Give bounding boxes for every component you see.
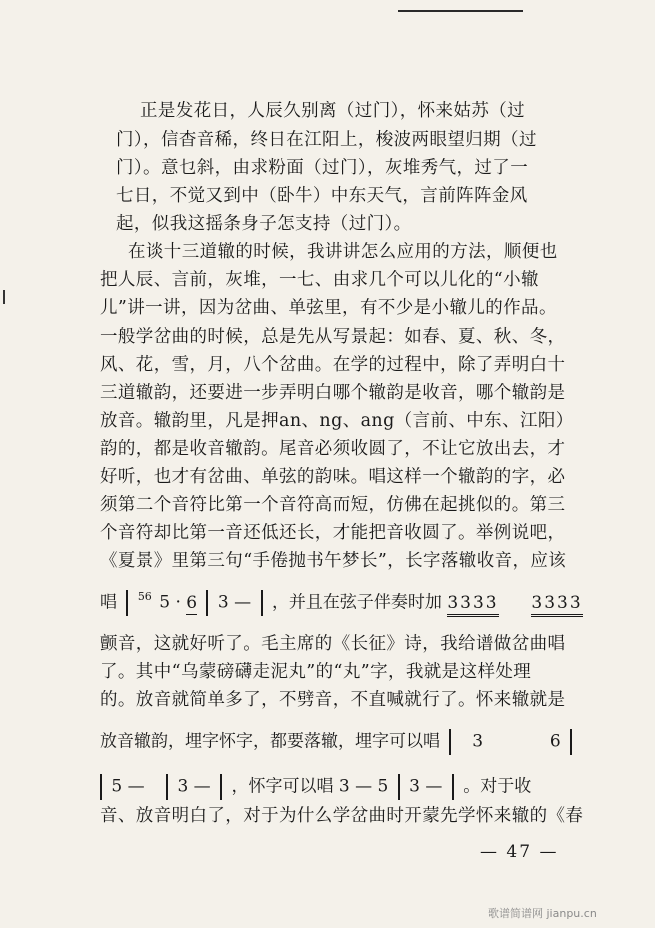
prose-line: 把人辰、言前，灰堆，一七、由求几个可以儿化的“小辙 bbox=[100, 270, 539, 290]
prose-line: 放音。辙韵里，凡是押an、ng、ang（言前、中东、江阳） bbox=[100, 411, 574, 431]
scan-edge-mark bbox=[3, 290, 5, 304]
notation-lead: 唱 bbox=[100, 592, 117, 613]
poem-line: 七日，不觉又到中（卧牛）中东天气，言前阵阵金风 bbox=[116, 186, 528, 206]
prose-line: 《夏景》里第三句“手倦抛书午梦长”，长字落辙收音，应该 bbox=[100, 551, 567, 571]
notation-text: 。对于收 bbox=[463, 776, 532, 797]
prose-line: 音、放音明白了，对于为什么学岔曲时开蒙先学怀来辙的《春 bbox=[100, 806, 584, 826]
bar-line bbox=[126, 590, 128, 616]
tremolo-notes: 3333 bbox=[447, 593, 498, 617]
bar-line bbox=[398, 774, 400, 800]
notation-text: ，并且在弦子伴奏时加 bbox=[271, 592, 442, 613]
tremolo-notes: 3333 bbox=[531, 593, 582, 617]
prose-line: 颤音，这就好听了。毛主席的《长征》诗，我给谱做岔曲唱 bbox=[100, 634, 566, 654]
prose-line: 韵的，都是收音辙韵。尾音必须收圆了，不让它放出去，才 bbox=[100, 439, 566, 459]
poem-line: 门）。意乜斜，由求粉面（过门），灰堆秀气，过了一 bbox=[116, 158, 529, 178]
notation-text: 放音辙韵，埋字怀字，都要落辙，埋字可以唱 bbox=[100, 731, 440, 752]
bar-line bbox=[261, 590, 263, 616]
prose-line: 风、花，雪，月，八个岔曲。在学的过程中，除了弄明白十 bbox=[100, 355, 566, 375]
note: 3 — bbox=[177, 776, 211, 797]
page-number: — 47 — bbox=[480, 842, 559, 862]
notation-text: ，怀字可以唱 3 — 5 bbox=[231, 776, 389, 797]
bar-line bbox=[452, 774, 454, 800]
prose-line: 了。其中“乌蒙磅礴走泥丸”的“丸”字，我就是这样处理 bbox=[100, 662, 532, 682]
note: 5 — bbox=[111, 776, 145, 797]
notation-line-1 bbox=[100, 590, 600, 617]
prose-line: 三道辙韵，还要进一步弄明白哪个辙韵是收音，哪个辙韵是 bbox=[100, 383, 566, 403]
poem-line: 门），信杳音稀，终日在江阳上，梭波两眼望归期（过 bbox=[116, 130, 537, 150]
prose-line: 儿”讲一讲，因为岔曲、单弦里，有不少是小辙儿的作品。 bbox=[100, 298, 557, 318]
prose-line: 在谈十三道辙的时候，我讲讲怎么应用的方法，顺便也 bbox=[128, 242, 558, 262]
prose-line: 好听，也才有岔曲、单弦的韵味。唱这样一个辙韵的字，必 bbox=[100, 467, 566, 487]
note: 3 bbox=[472, 731, 484, 752]
bar-line bbox=[449, 729, 451, 755]
bar-line bbox=[570, 729, 572, 755]
prose-line: 的。放音就简单多了，不劈音，不直喊就行了。怀来辙就是 bbox=[100, 690, 566, 710]
note: 3 — bbox=[409, 776, 443, 797]
prose-line: 须第二个音符比第一个音符高而短，仿佛在起挑似的。第三 bbox=[100, 495, 566, 515]
prose-line: 个音符却比第一音还低还长，才能把音收圆了。举例说吧， bbox=[100, 523, 566, 543]
note: 3 — bbox=[217, 592, 252, 613]
prose-line: 一般学岔曲的时候，总是先从写景起：如春、夏、秋、冬， bbox=[100, 327, 566, 347]
poem-line: 起，似我这摇条身子怎支持（过门）。 bbox=[116, 214, 412, 234]
top-rule bbox=[398, 10, 523, 12]
watermark: 歌谱简谱网 jianpu.cn bbox=[488, 907, 597, 920]
note: 6 bbox=[186, 592, 198, 613]
note: 6 bbox=[549, 731, 561, 752]
note: 5 · bbox=[159, 592, 187, 613]
bar-line bbox=[206, 590, 208, 616]
poem-line: 正是发花日，人辰久别离（过门），怀来姑苏（过 bbox=[140, 101, 526, 121]
notation-line-3 bbox=[100, 774, 600, 800]
notation-line-2 bbox=[100, 729, 600, 755]
grace-notes: 56 bbox=[137, 589, 152, 603]
bar-line bbox=[220, 774, 222, 800]
bar-line bbox=[100, 774, 102, 800]
bar-line bbox=[166, 774, 168, 800]
